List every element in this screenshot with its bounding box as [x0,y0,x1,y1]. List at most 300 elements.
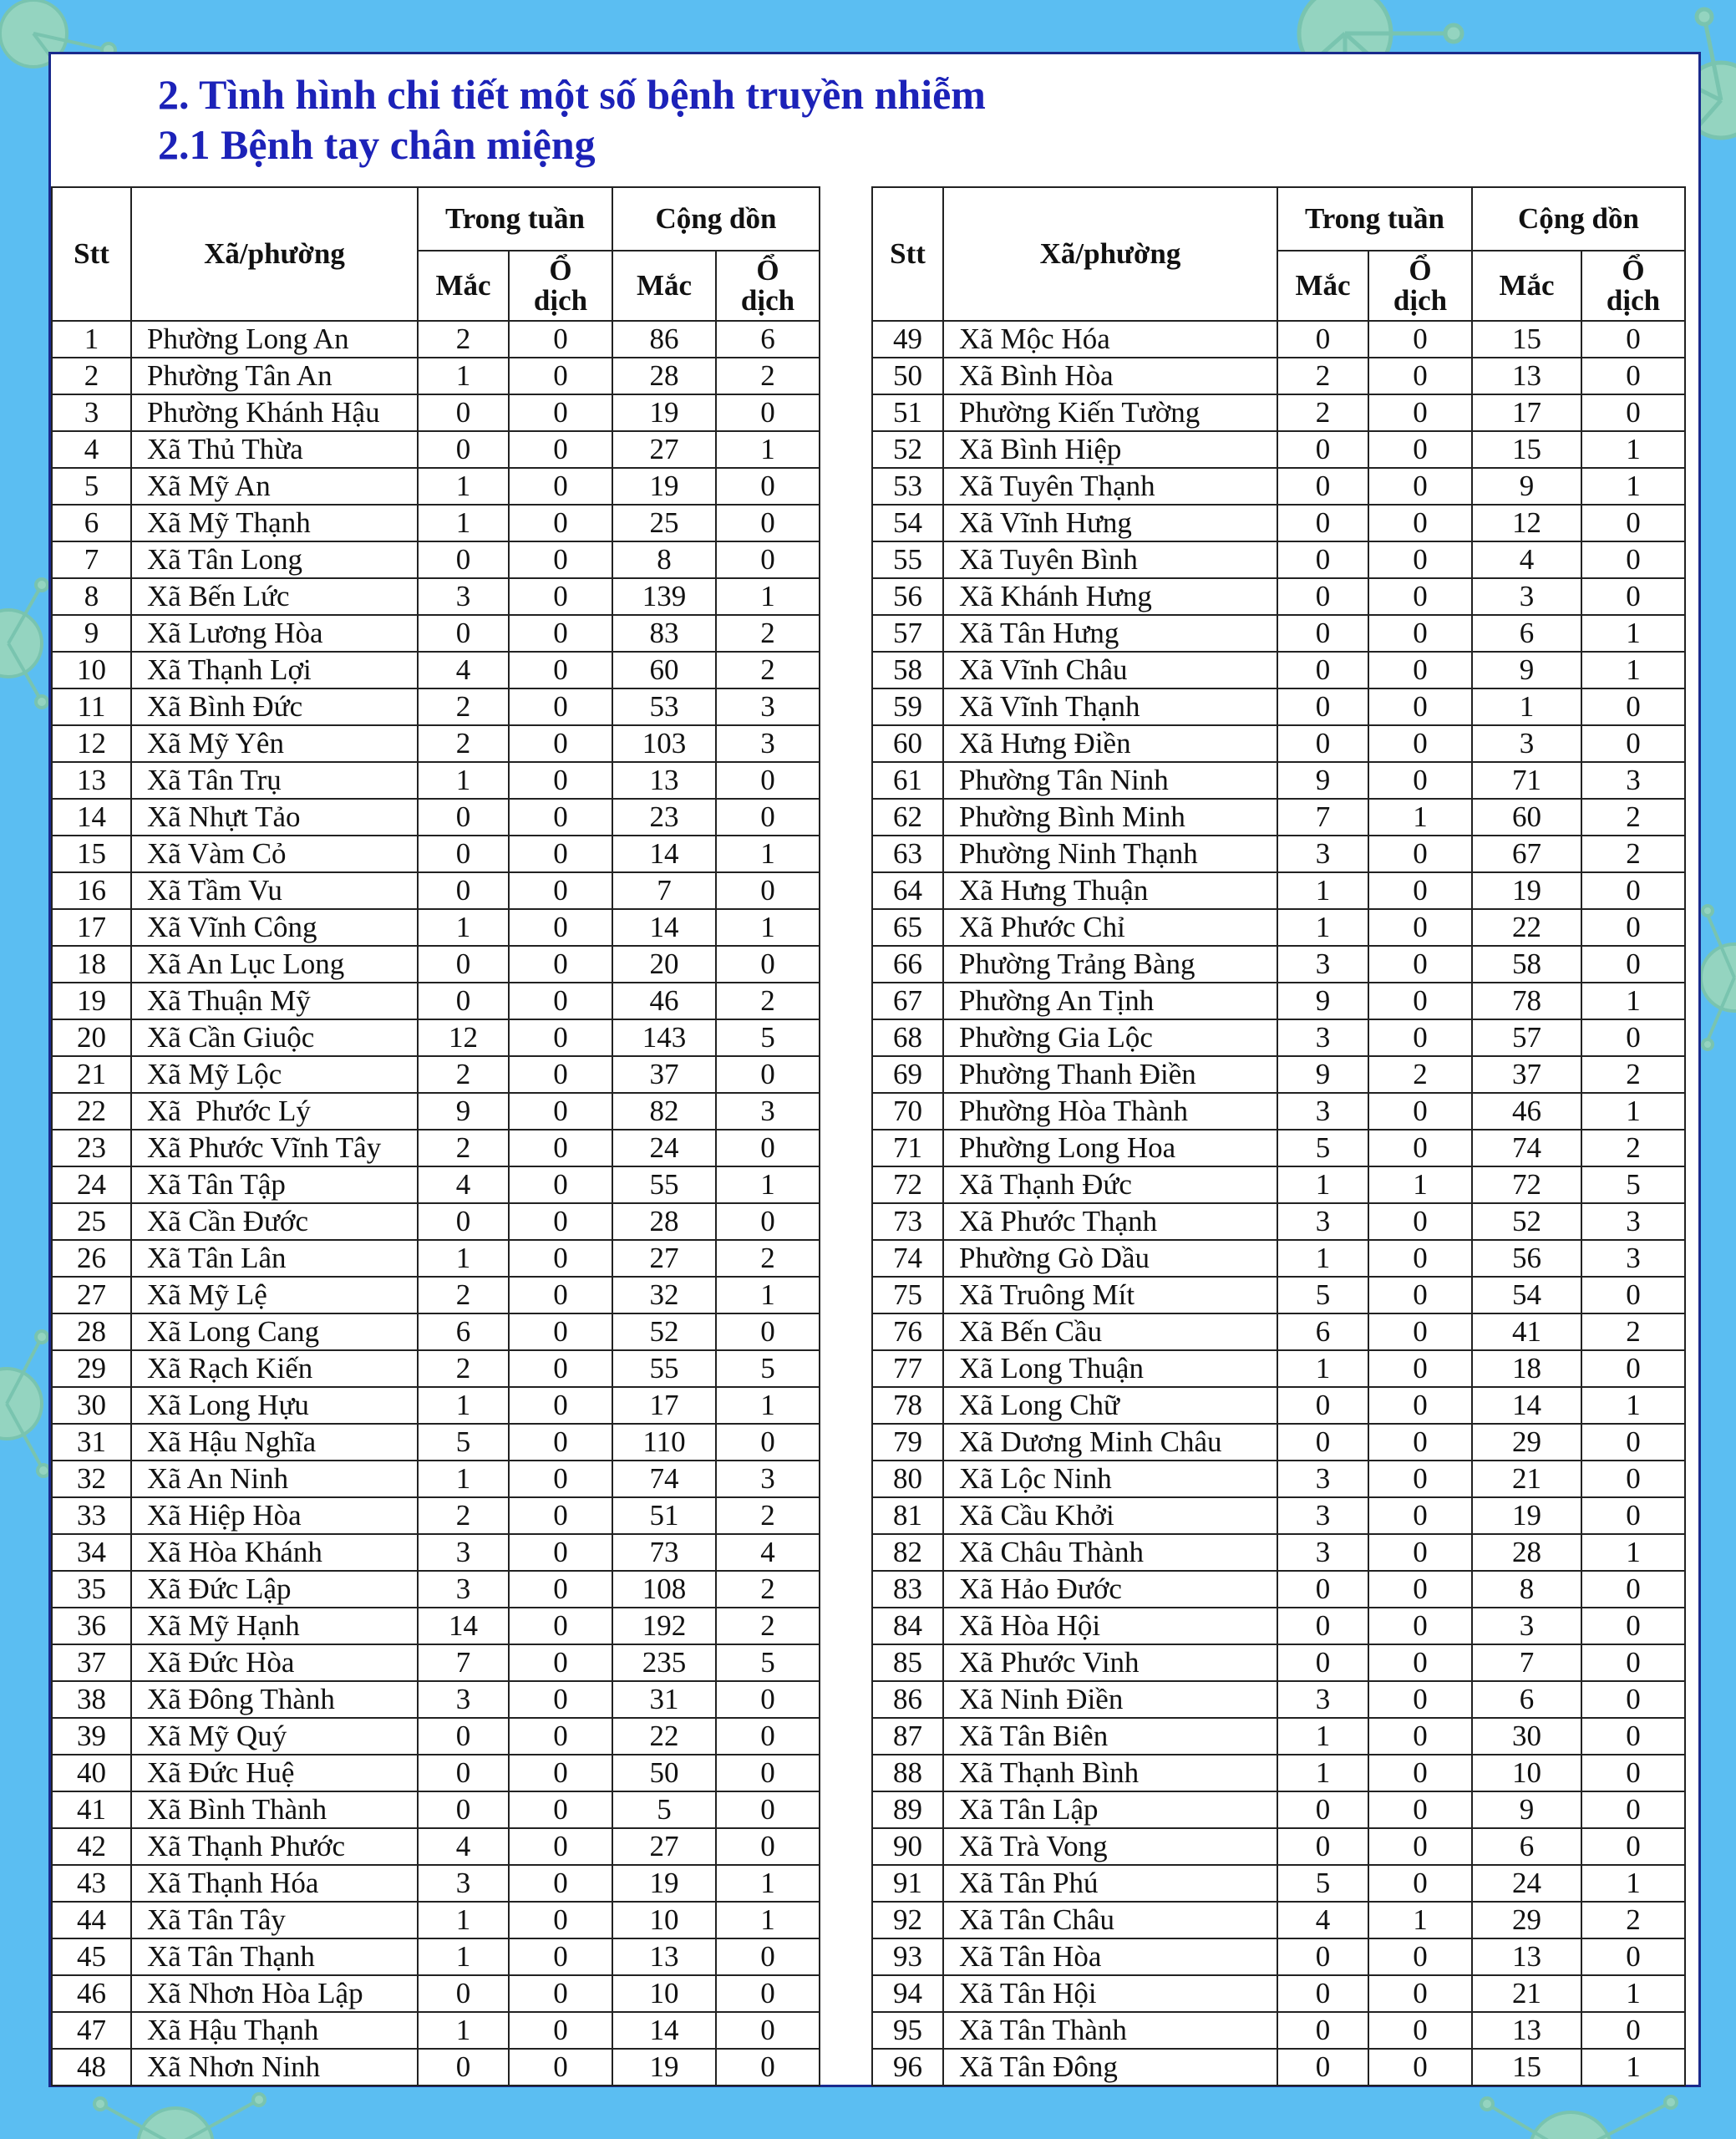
cumulative-outbreak-cell: 0 [1581,321,1685,358]
header-week-outbreak: Ổ dịch [1368,251,1472,321]
ward-name-cell: Xã Ninh Điền [943,1681,1277,1718]
week-outbreak-cell: 0 [1368,983,1472,1019]
stt-cell: 9 [52,615,131,652]
week-outbreak-cell: 0 [1368,1461,1472,1497]
week-outbreak-cell: 0 [1368,1387,1472,1424]
week-cases-cell: 1 [1277,1240,1368,1277]
cumulative-cases-cell: 3 [1472,725,1581,762]
ward-name-cell: Xã Đức Lập [131,1571,418,1608]
cumulative-cases-cell: 28 [612,1203,716,1240]
table-row [872,578,1685,615]
table-row [52,1056,820,1093]
table-row [52,1534,820,1571]
cumulative-cases-cell: 13 [1472,2012,1581,2049]
cumulative-outbreak-cell: 0 [1581,872,1685,909]
week-outbreak-cell: 0 [1368,1240,1472,1277]
stt-cell: 62 [872,799,943,836]
stt-cell: 13 [52,762,131,799]
cumulative-cases-cell: 74 [612,1461,716,1497]
table-row [52,1277,820,1313]
week-outbreak-cell: 0 [1368,578,1472,615]
table-row [872,799,1685,836]
stt-cell: 60 [872,725,943,762]
week-cases-cell: 0 [418,1718,509,1755]
week-cases-cell: 0 [1277,1608,1368,1644]
cumulative-cases-cell: 50 [612,1755,716,1791]
table-row [52,1093,820,1130]
week-cases-cell: 4 [418,1828,509,1865]
cumulative-cases-cell: 6 [1472,1681,1581,1718]
table-row [52,1166,820,1203]
stt-cell: 16 [52,872,131,909]
stt-cell: 92 [872,1902,943,1938]
week-cases-cell: 0 [418,2049,509,2086]
table-row [872,1240,1685,1277]
ward-name-cell: Xã Long Chữ [943,1387,1277,1424]
table-row [52,2049,820,2086]
ward-name-cell: Xã Mỹ Yên [131,725,418,762]
stt-cell: 57 [872,615,943,652]
cumulative-cases-cell: 5 [612,1791,716,1828]
cumulative-cases-cell: 82 [612,1093,716,1130]
cumulative-outbreak-cell: 2 [1581,1902,1685,1938]
cumulative-cases-cell: 23 [612,799,716,836]
table-row [52,468,820,505]
table-row [872,1461,1685,1497]
stt-cell: 73 [872,1203,943,1240]
cumulative-cases-cell: 8 [612,541,716,578]
cumulative-cases-cell: 52 [612,1313,716,1350]
cumulative-outbreak-cell: 0 [716,1130,820,1166]
stt-cell: 40 [52,1755,131,1791]
table-row [52,909,820,946]
week-outbreak-cell: 0 [509,1571,612,1608]
week-outbreak-cell: 0 [509,909,612,946]
table-row [52,1938,820,1975]
week-cases-cell: 3 [1277,836,1368,872]
ward-name-cell: Xã Phước Lý [131,1093,418,1130]
stt-cell: 28 [52,1313,131,1350]
week-cases-cell: 0 [1277,321,1368,358]
cumulative-cases-cell: 10 [1472,1755,1581,1791]
table-row [872,1166,1685,1203]
table-row [872,1828,1685,1865]
cumulative-outbreak-cell: 0 [1581,1644,1685,1681]
ward-name-cell: Xã Dương Minh Châu [943,1424,1277,1461]
ward-name-cell: Xã Tầm Vu [131,872,418,909]
cumulative-outbreak-cell: 0 [1581,946,1685,983]
stt-cell: 7 [52,541,131,578]
stt-cell: 64 [872,872,943,909]
ward-name-cell: Xã Hậu Thạnh [131,2012,418,2049]
cumulative-outbreak-cell: 0 [716,1681,820,1718]
stt-cell: 34 [52,1534,131,1571]
table-row [872,1571,1685,1608]
week-cases-cell: 0 [1277,431,1368,468]
cumulative-outbreak-cell: 0 [1581,1424,1685,1461]
cumulative-cases-cell: 28 [1472,1534,1581,1571]
ward-name-cell: Xã Tuyên Bình [943,541,1277,578]
ward-name-cell: Xã Hưng Thuận [943,872,1277,909]
ward-name-cell: Xã Tân Lập [943,1791,1277,1828]
table-body-right [872,321,1685,2086]
stt-cell: 24 [52,1166,131,1203]
week-outbreak-cell: 0 [509,1534,612,1571]
week-cases-cell: 1 [1277,1166,1368,1203]
stt-cell: 76 [872,1313,943,1350]
ward-name-cell: Xã Tân Châu [943,1902,1277,1938]
table-row [52,983,820,1019]
table-row [872,983,1685,1019]
cumulative-outbreak-cell: 2 [716,1608,820,1644]
cumulative-cases-cell: 19 [612,468,716,505]
cumulative-cases-cell: 139 [612,578,716,615]
stt-cell: 84 [872,1608,943,1644]
week-cases-cell: 0 [1277,1387,1368,1424]
cumulative-cases-cell: 58 [1472,946,1581,983]
week-cases-cell: 3 [418,1865,509,1902]
table-row [52,1571,820,1608]
week-cases-cell: 0 [1277,1644,1368,1681]
cumulative-cases-cell: 1 [1472,688,1581,725]
week-cases-cell: 5 [1277,1865,1368,1902]
cumulative-cases-cell: 15 [1472,321,1581,358]
week-cases-cell: 4 [418,1166,509,1203]
week-outbreak-cell: 0 [509,321,612,358]
cumulative-cases-cell: 46 [1472,1093,1581,1130]
cumulative-outbreak-cell: 2 [716,652,820,688]
cumulative-cases-cell: 19 [612,394,716,431]
cumulative-cases-cell: 13 [612,1938,716,1975]
week-cases-cell: 2 [418,688,509,725]
stt-cell: 42 [52,1828,131,1865]
cumulative-outbreak-cell: 1 [1581,615,1685,652]
week-outbreak-cell: 0 [1368,688,1472,725]
cumulative-cases-cell: 67 [1472,836,1581,872]
week-cases-cell: 2 [418,1497,509,1534]
ward-name-cell: Xã Trà Vong [943,1828,1277,1865]
stt-cell: 33 [52,1497,131,1534]
ward-name-cell: Xã Thuận Mỹ [131,983,418,1019]
week-cases-cell: 5 [1277,1277,1368,1313]
cumulative-outbreak-cell: 2 [1581,836,1685,872]
table-row [52,1828,820,1865]
week-outbreak-cell: 0 [509,578,612,615]
ward-name-cell: Xã Vĩnh Hưng [943,505,1277,541]
cumulative-outbreak-cell: 0 [716,1938,820,1975]
table-row [52,1350,820,1387]
week-outbreak-cell: 0 [1368,1865,1472,1902]
cumulative-outbreak-cell: 5 [1581,1166,1685,1203]
header-ward: Xã/phường [131,187,418,321]
header-week: Trong tuần [418,187,612,251]
week-cases-cell: 4 [1277,1902,1368,1938]
cumulative-outbreak-cell: 3 [716,688,820,725]
ward-name-cell: Xã An Lục Long [131,946,418,983]
cumulative-outbreak-cell: 5 [716,1019,820,1056]
stt-cell: 80 [872,1461,943,1497]
table-row [52,1681,820,1718]
table-row [872,762,1685,799]
cumulative-outbreak-cell: 0 [1581,688,1685,725]
ward-name-cell: Xã Tân Hòa [943,1938,1277,1975]
table-row [872,1277,1685,1313]
cumulative-cases-cell: 52 [1472,1203,1581,1240]
cumulative-outbreak-cell: 2 [716,615,820,652]
stt-cell: 32 [52,1461,131,1497]
cumulative-outbreak-cell: 3 [1581,762,1685,799]
cumulative-outbreak-cell: 5 [716,1350,820,1387]
stt-cell: 46 [52,1975,131,2012]
table-row [52,2012,820,2049]
week-outbreak-cell: 0 [1368,909,1472,946]
table-row [52,836,820,872]
ward-name-cell: Xã Phước Vinh [943,1644,1277,1681]
header-ward: Xã/phường [943,187,1277,321]
ward-name-cell: Phường Hòa Thành [943,1093,1277,1130]
week-outbreak-cell: 0 [1368,1019,1472,1056]
cumulative-cases-cell: 13 [612,762,716,799]
cumulative-outbreak-cell: 2 [716,983,820,1019]
cumulative-outbreak-cell: 0 [1581,1350,1685,1387]
ward-name-cell: Xã Bình Đức [131,688,418,725]
cumulative-outbreak-cell: 1 [716,909,820,946]
week-outbreak-cell: 1 [1368,799,1472,836]
cumulative-outbreak-cell: 0 [716,2012,820,2049]
cumulative-cases-cell: 37 [612,1056,716,1093]
table-row [52,615,820,652]
week-outbreak-cell: 0 [509,2049,612,2086]
ward-name-cell: Xã Vĩnh Thạnh [943,688,1277,725]
table-row [872,652,1685,688]
section-title: 2. Tình hình chi tiết một số bệnh truyền nhiễm [158,71,986,118]
cumulative-cases-cell: 9 [1472,468,1581,505]
cumulative-outbreak-cell: 0 [1581,1497,1685,1534]
table-row [52,1130,820,1166]
week-outbreak-cell: 0 [1368,872,1472,909]
week-cases-cell: 0 [418,872,509,909]
cumulative-outbreak-cell: 0 [716,394,820,431]
ward-name-cell: Xã Hòa Hội [943,1608,1277,1644]
cumulative-outbreak-cell: 2 [1581,1130,1685,1166]
stt-cell: 58 [872,652,943,688]
week-cases-cell: 2 [418,1056,509,1093]
stt-cell: 93 [872,1938,943,1975]
title-block [158,69,986,170]
table-row [872,1387,1685,1424]
week-cases-cell: 3 [1277,1534,1368,1571]
week-outbreak-cell: 0 [509,1975,612,2012]
cumulative-cases-cell: 73 [612,1534,716,1571]
cumulative-cases-cell: 21 [1472,1975,1581,2012]
table-row [52,1975,820,2012]
week-cases-cell: 3 [1277,1093,1368,1130]
week-outbreak-cell: 0 [1368,1571,1472,1608]
week-cases-cell: 3 [1277,1203,1368,1240]
ward-name-cell: Xã Lộc Ninh [943,1461,1277,1497]
header-week-outbreak: Ổ dịch [509,251,612,321]
header-stt: Stt [52,187,131,321]
cumulative-outbreak-cell: 1 [1581,1387,1685,1424]
stt-cell: 90 [872,1828,943,1865]
header-week-cases: Mắc [1277,251,1368,321]
cumulative-outbreak-cell: 3 [1581,1240,1685,1277]
week-outbreak-cell: 2 [1368,1056,1472,1093]
ward-name-cell: Xã Hảo Đước [943,1571,1277,1608]
stt-cell: 86 [872,1681,943,1718]
week-cases-cell: 3 [1277,1497,1368,1534]
week-outbreak-cell: 1 [1368,1902,1472,1938]
week-outbreak-cell: 0 [509,1019,612,1056]
week-outbreak-cell: 0 [1368,1644,1472,1681]
cumulative-cases-cell: 72 [1472,1166,1581,1203]
table-row [52,578,820,615]
cumulative-outbreak-cell: 2 [716,1240,820,1277]
cumulative-cases-cell: 9 [1472,1791,1581,1828]
stt-cell: 19 [52,983,131,1019]
week-outbreak-cell: 0 [509,505,612,541]
table-row [872,1644,1685,1681]
cumulative-cases-cell: 22 [1472,909,1581,946]
stt-cell: 4 [52,431,131,468]
table-row [52,1313,820,1350]
week-outbreak-cell: 0 [509,1350,612,1387]
cumulative-cases-cell: 51 [612,1497,716,1534]
table-row [872,725,1685,762]
week-cases-cell: 1 [418,1938,509,1975]
cumulative-outbreak-cell: 0 [1581,2012,1685,2049]
week-outbreak-cell: 0 [1368,321,1472,358]
hfmd-table-left [51,186,820,2086]
ward-name-cell: Xã Mộc Hóa [943,321,1277,358]
ward-name-cell: Xã Mỹ Lệ [131,1277,418,1313]
week-cases-cell: 0 [1277,688,1368,725]
table-row [872,1350,1685,1387]
week-cases-cell: 0 [1277,725,1368,762]
ward-name-cell: Phường Tân Ninh [943,762,1277,799]
table-row [872,1975,1685,2012]
week-outbreak-cell: 0 [1368,1203,1472,1240]
stt-cell: 87 [872,1718,943,1755]
hfmd-table-right [871,186,1686,2086]
table-row [52,1387,820,1424]
cumulative-outbreak-cell: 0 [716,1056,820,1093]
table-row [872,2049,1685,2086]
table-row [52,799,820,836]
week-cases-cell: 0 [1277,1424,1368,1461]
week-cases-cell: 3 [1277,1461,1368,1497]
table-row [52,1755,820,1791]
stt-cell: 94 [872,1975,943,2012]
week-outbreak-cell: 0 [509,1313,612,1350]
stt-cell: 8 [52,578,131,615]
table-row [872,1497,1685,1534]
week-outbreak-cell: 0 [509,762,612,799]
week-outbreak-cell: 0 [1368,2012,1472,2049]
week-outbreak-cell: 0 [509,2012,612,2049]
cumulative-outbreak-cell: 0 [716,799,820,836]
week-cases-cell: 0 [1277,578,1368,615]
cumulative-cases-cell: 13 [1472,358,1581,394]
cumulative-cases-cell: 4 [1472,541,1581,578]
ward-name-cell: Phường Bình Minh [943,799,1277,836]
cumulative-outbreak-cell: 0 [716,1828,820,1865]
cumulative-outbreak-cell: 1 [1581,468,1685,505]
stt-cell: 11 [52,688,131,725]
ward-name-cell: Xã Đức Hòa [131,1644,418,1681]
cumulative-outbreak-cell: 3 [716,725,820,762]
cumulative-outbreak-cell: 0 [1581,358,1685,394]
ward-name-cell: Xã Mỹ An [131,468,418,505]
header-cumulative: Cộng dồn [612,187,820,251]
table-row [52,1461,820,1497]
stt-cell: 67 [872,983,943,1019]
stt-cell: 95 [872,2012,943,2049]
stt-cell: 17 [52,909,131,946]
cumulative-cases-cell: 41 [1472,1313,1581,1350]
cumulative-outbreak-cell: 1 [716,431,820,468]
cumulative-cases-cell: 14 [612,836,716,872]
table-row [872,321,1685,358]
ward-name-cell: Phường Ninh Thạnh [943,836,1277,872]
week-outbreak-cell: 0 [1368,1828,1472,1865]
week-cases-cell: 0 [1277,1828,1368,1865]
week-cases-cell: 5 [418,1424,509,1461]
week-cases-cell: 1 [418,1387,509,1424]
header-cumulative-cases: Mắc [1472,251,1581,321]
week-cases-cell: 1 [418,1902,509,1938]
stt-cell: 89 [872,1791,943,1828]
week-outbreak-cell: 0 [509,1387,612,1424]
week-outbreak-cell: 0 [509,1424,612,1461]
cumulative-outbreak-cell: 0 [716,505,820,541]
week-cases-cell: 0 [418,394,509,431]
cumulative-outbreak-cell: 3 [1581,1203,1685,1240]
ward-name-cell: Xã Mỹ Lộc [131,1056,418,1093]
week-cases-cell: 2 [418,725,509,762]
stt-cell: 68 [872,1019,943,1056]
table-row [52,321,820,358]
cumulative-outbreak-cell: 0 [716,762,820,799]
week-cases-cell: 14 [418,1608,509,1644]
ward-name-cell: Xã Mỹ Thạnh [131,505,418,541]
table-row [872,946,1685,983]
week-cases-cell: 1 [418,358,509,394]
ward-name-cell: Xã Đức Huệ [131,1755,418,1791]
cumulative-cases-cell: 30 [1472,1718,1581,1755]
cumulative-cases-cell: 56 [1472,1240,1581,1277]
week-outbreak-cell: 0 [1368,1608,1472,1644]
stt-cell: 78 [872,1387,943,1424]
cumulative-outbreak-cell: 0 [716,1718,820,1755]
stt-cell: 82 [872,1534,943,1571]
virus-illustration-bottom-right [1420,2087,1736,2139]
week-outbreak-cell: 1 [1368,1166,1472,1203]
cumulative-cases-cell: 15 [1472,2049,1581,2086]
week-outbreak-cell: 0 [1368,1975,1472,2012]
week-cases-cell: 12 [418,1019,509,1056]
cumulative-outbreak-cell: 1 [1581,1865,1685,1902]
table-row [52,946,820,983]
stt-cell: 75 [872,1277,943,1313]
cumulative-outbreak-cell: 0 [716,1755,820,1791]
ward-name-cell: Xã Long Thuận [943,1350,1277,1387]
cumulative-outbreak-cell: 0 [716,946,820,983]
cumulative-cases-cell: 192 [612,1608,716,1644]
week-cases-cell: 5 [1277,1130,1368,1166]
table-row [52,1019,820,1056]
table-row [872,1056,1685,1093]
